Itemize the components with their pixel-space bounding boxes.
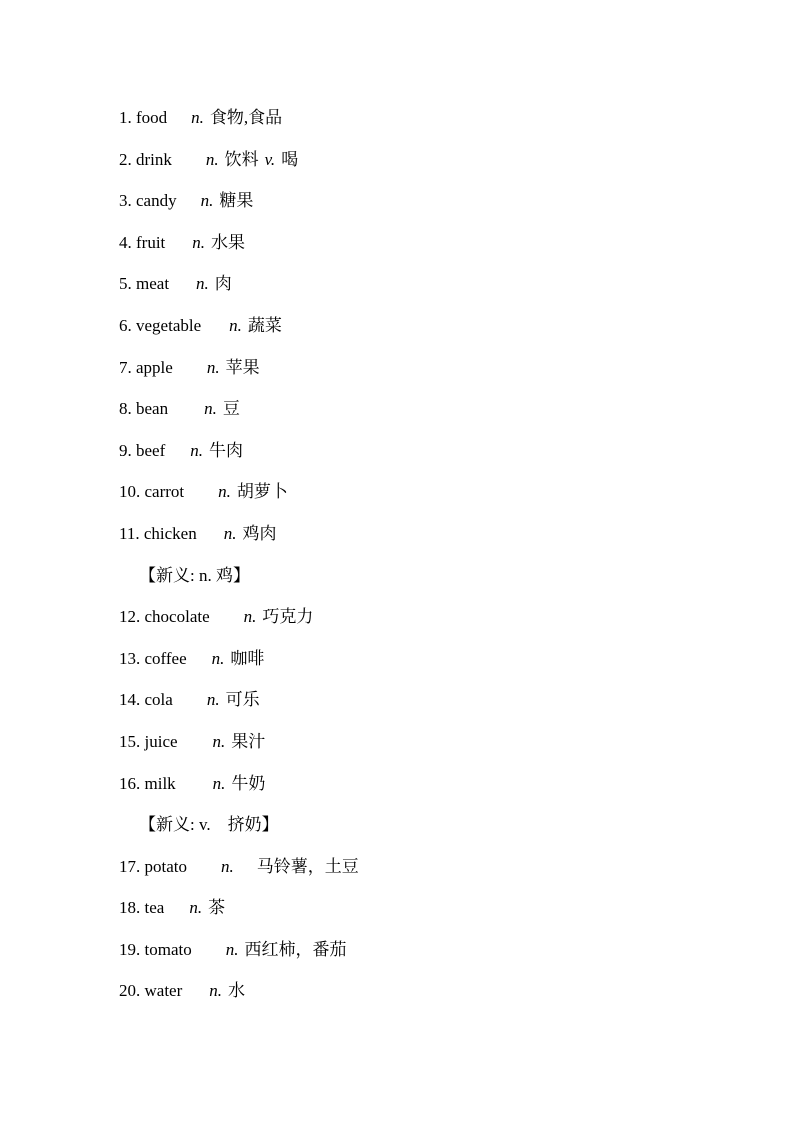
chinese-meaning: 巧克力 [262,607,314,627]
note-text: 【新义: n. 鸡】 [139,565,250,585]
part-of-speech: n. [221,856,234,876]
part-of-speech: n. [189,898,203,918]
vocab-entry [119,938,679,980]
part-of-speech: n. [243,607,257,627]
note-text: 【新义: v. 挤奶】 [139,815,279,835]
chinese-meaning: 饮料 [224,149,259,169]
vocab-definitions [209,979,251,1003]
chinese-meaning: 西红柿，番茄 [244,939,347,959]
vocab-word: 12. chocolate [119,607,210,627]
chinese-meaning: 水 [228,981,246,1001]
vocab-word: 19. tomato [119,939,192,959]
vocab-note [119,564,679,606]
part-of-speech: n. [205,149,219,169]
part-of-speech: n. [206,357,220,377]
vocab-definitions [191,106,288,130]
vocab-entry [119,231,679,273]
chinese-meaning: 牛奶 [231,773,266,793]
vocab-entry [119,979,679,1021]
part-of-speech: n. [192,232,206,252]
chinese-meaning: 可乐 [225,690,260,710]
vocab-word: 4. fruit [119,232,166,252]
vocab-word: 17. potato [119,856,187,876]
vocab-entry [119,106,679,148]
vocab-definitions [229,314,288,338]
chinese-meaning: 胡萝卜 [236,482,288,502]
vocab-definitions [189,896,231,920]
vocab-definitions [213,730,272,754]
vocab-definitions [244,605,320,629]
vocab-definitions [196,272,238,296]
part-of-speech: n. [209,981,223,1001]
vocab-entry [119,189,679,231]
vocab-word: 6. vegetable [119,315,202,335]
chinese-meaning: 果汁 [231,731,266,751]
part-of-speech: n. [200,191,214,211]
vocab-definitions [218,480,294,504]
vocab-word: 13. coffee [119,648,187,668]
chinese-meaning: 咖啡 [230,648,265,668]
part-of-speech: n. [190,440,204,460]
part-of-speech: n. [223,523,237,543]
part-of-speech: n. [218,482,231,502]
part-of-speech: n. [211,648,225,668]
vocab-word: 11. chicken [119,523,197,543]
part-of-speech: n. [196,274,209,294]
part-of-speech: n. [191,108,204,127]
vocab-word: 9. beef [119,440,166,460]
vocab-entry [119,647,679,689]
part-of-speech: n. [229,315,242,335]
vocab-word: 5. meat [119,274,170,294]
chinese-meaning: 糖果 [219,191,254,211]
vocab-entry [119,772,679,814]
vocab-entry [119,148,679,190]
chinese-meaning: 食物,食品 [209,108,283,127]
vocab-note [119,813,679,855]
vocab-definitions [207,688,266,712]
vocab-word: 7. apple [119,357,173,377]
chinese-meaning: 苹果 [225,357,260,377]
vocab-entry [119,356,679,398]
part-of-speech: n. [204,399,217,419]
chinese-meaning: 鸡肉 [242,523,277,543]
vocab-entry [119,480,679,522]
vocab-word: 14. cola [119,690,173,710]
vocab-word: 2. drink [119,149,172,169]
vocab-entry [119,397,679,439]
vocab-entry [119,605,679,647]
vocab-definitions [204,397,246,421]
vocab-entry [119,522,679,564]
vocab-definitions [212,647,271,671]
vocab-definitions [226,938,353,962]
vocab-definitions [224,522,283,546]
part-of-speech: v. [264,149,276,169]
chinese-meaning: 肉 [214,274,232,294]
chinese-meaning: 豆 [222,399,240,419]
vocab-entry [119,272,679,314]
part-of-speech: n. [225,939,239,959]
vocab-word: 10. carrot [119,482,185,502]
part-of-speech: n. [212,773,226,793]
vocab-word: 1. food [119,108,168,127]
vocab-definitions [221,855,365,879]
vocab-word: 3. candy [119,191,177,211]
vocab-word: 16. milk [119,773,176,793]
vocab-entry [119,730,679,772]
chinese-meaning: 茶 [208,898,226,918]
chinese-meaning: 马铃薯，土豆 [239,856,359,876]
vocab-word: 8. bean [119,399,169,419]
vocab-word: 15. juice [119,731,178,751]
vocab-definitions [192,231,251,255]
vocab-entry [119,896,679,938]
vocab-definitions [201,189,260,213]
vocab-word: 18. tea [119,898,165,918]
vocab-entry [119,439,679,481]
chinese-meaning: 水果 [211,232,246,252]
vocab-definitions [207,356,266,380]
chinese-meaning: 牛肉 [209,440,244,460]
vocab-definitions [206,148,304,172]
vocab-entry [119,688,679,730]
part-of-speech: n. [212,731,226,751]
chinese-meaning: 蔬菜 [247,315,282,335]
vocab-entry [119,314,679,356]
vocab-definitions [213,772,272,796]
vocab-word: 20. water [119,981,183,1001]
vocabulary-list [119,106,679,1021]
part-of-speech: n. [206,690,220,710]
chinese-meaning: 喝 [281,149,299,169]
vocab-entry [119,855,679,897]
vocab-definitions [190,439,249,463]
